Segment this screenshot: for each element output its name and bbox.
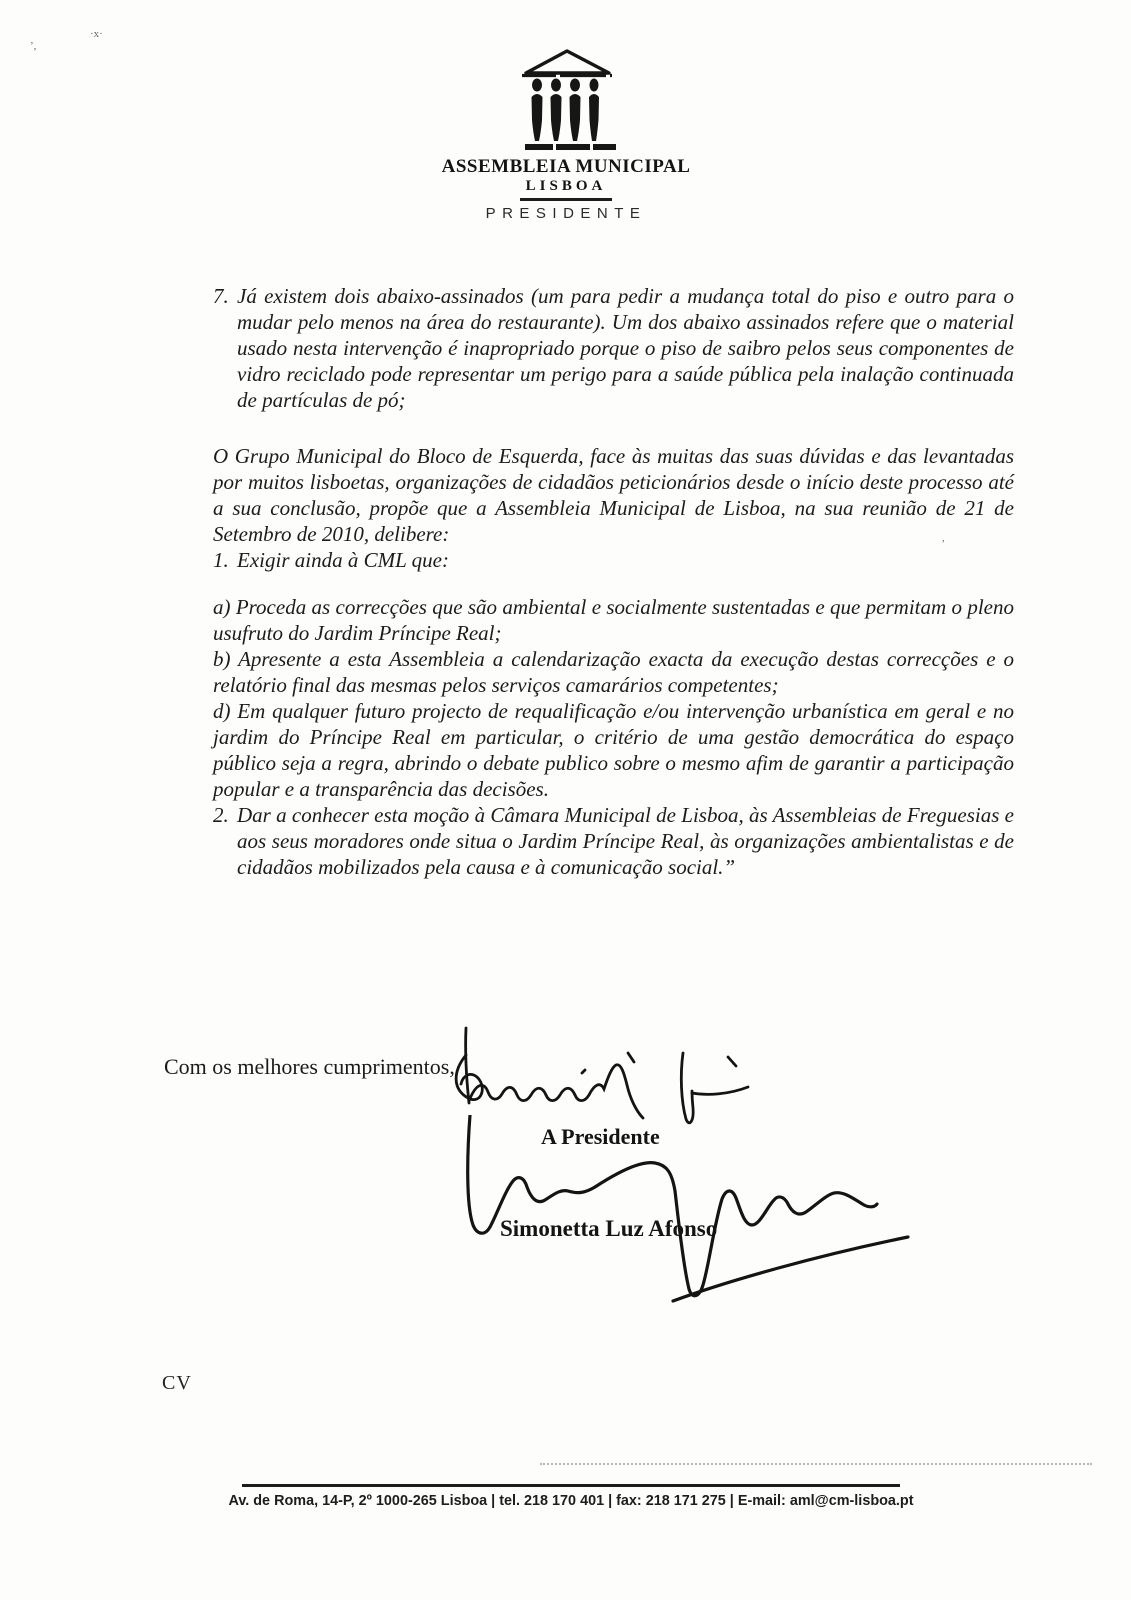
intro-paragraph: O Grupo Municipal do Bloco de Esquerda, face às muitas das suas dúvidas e das levantadas por muitos lisboetas, organizações de cidadãos peticionários desde o início deste processo até a sua conclusão, propõe que a Assembleia Municipal de Lisboa, na sua reunião de 21 de Setembro de 2010, delibere:: [213, 444, 1014, 546]
signer-name: Simonetta Luz Afonso: [500, 1216, 718, 1241]
item-2: [213, 802, 1014, 880]
item-2-number: 2.: [213, 803, 229, 827]
point-b: b) Apresente a esta Assembleia a calendarização exacta da execução destas correcções e o relatório final das mesmas pelos serviços camarários competentes;: [213, 647, 1014, 697]
point-d: d) Em qualquer futuro projecto de requalificação e/ou intervenção urbanística em geral e no jardim do Príncipe Real em particular, o critério de uma gestão democrática do espaço público seja a regra, abrindo o debate publico sobre o mesmo afim de garantir a participação popular e a transparência das decisões.: [213, 699, 1014, 801]
point-a: a) Proceda as correcções que são ambiental e socialmente sustentadas e que permitam o pleno usufruto do Jardim Príncipe Real;: [213, 595, 1014, 645]
role-title: PRESIDENTE: [485, 205, 647, 222]
scan-artifact: ·x·: [90, 28, 103, 40]
item-1: [213, 547, 1014, 573]
salutation: Com os melhores cumprimentos,: [164, 1054, 455, 1079]
letterhead: [440, 48, 692, 222]
footer-contact-line: Av. de Roma, 14-P, 2º 1000-265 Lisboa | tel. 218 170 401 | fax: 218 171 275 | E-mail: aml@cm-lisboa.pt: [228, 1492, 914, 1509]
item-1-text: Exigir ainda à CML que:: [237, 548, 449, 572]
signature-scribble-1: [440, 1015, 760, 1135]
figure-silhouettes: [532, 79, 600, 142]
item-2-text: Dar a conhecer esta moção à Câmara Municipal de Lisboa, às Assembleias de Freguesias e aos seus moradores onde situa o Jardim Príncipe Real, às organizações ambientalistas e de cidadãos mobilizados pela causa e à comunicação social.”: [237, 803, 1014, 879]
assembleia-municipal-logo-icon: [440, 48, 692, 154]
item-7-text: Já existem dois abaixo-assinados (um para pedir a mudança total do piso e outro para o mudar pelo menos na área do restaurante). Um dos abaixo assinados refere que o material usado nesta intervenção é inapropriado porque o piso de saibro pelos seus componentes de vidro reciclado pode representar um perigo para a saúde pública pela inalação continuada de partículas de pó;: [237, 284, 1014, 412]
item-1-number: 1.: [213, 548, 229, 572]
letterhead-divider: [520, 198, 612, 201]
org-name: ASSEMBLEIA MUNICIPAL: [441, 156, 691, 177]
org-city: LISBOA: [525, 178, 607, 194]
item-7: [213, 283, 1014, 413]
drafter-initials: CV: [162, 1372, 192, 1394]
signer-title: A Presidente: [541, 1124, 660, 1149]
item-7-number: 7.: [213, 284, 229, 308]
footer-rule: [242, 1484, 900, 1487]
signature-scribble-2: [440, 1115, 920, 1307]
scan-artifact: ʼ,: [30, 40, 37, 52]
letter-body: [213, 283, 1014, 880]
scan-artifact-dotted-line: [540, 1463, 1092, 1465]
scan-artifact: ,: [942, 532, 945, 544]
